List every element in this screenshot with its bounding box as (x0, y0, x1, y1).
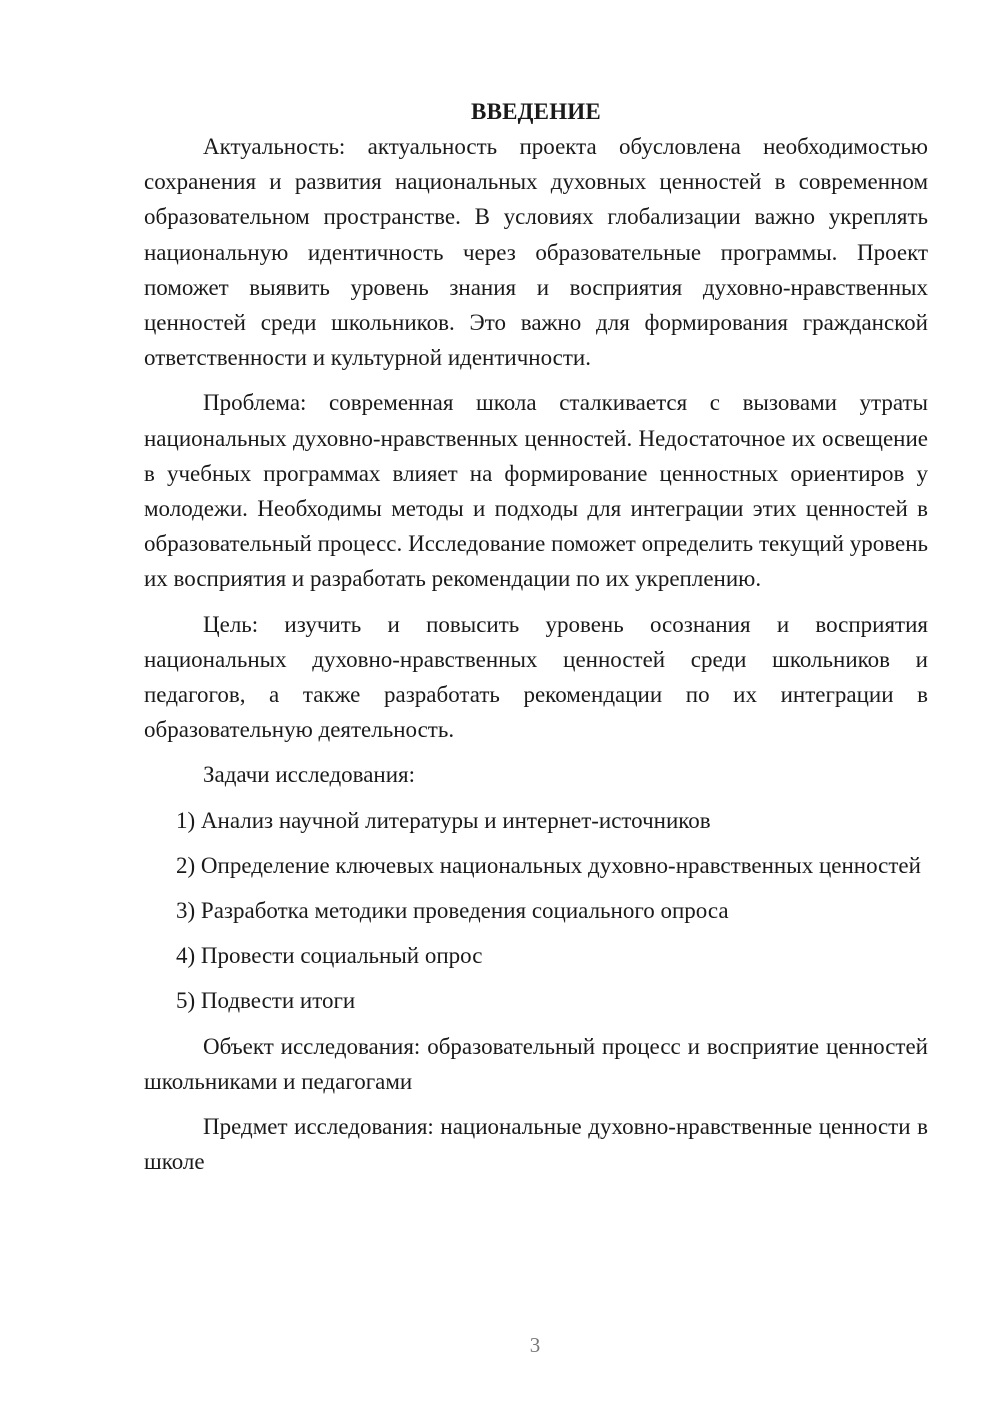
task-item: 5) Подвести итоги (176, 988, 356, 1014)
page-number: 3 (529, 1333, 541, 1357)
document-page (144, 94, 928, 1189)
tasks-heading: Задачи исследования: (203, 762, 416, 788)
section-title: ВВЕДЕНИЕ (471, 99, 601, 124)
task-item: 2) Определение ключевых национальных духовно-нравственных ценностей (176, 852, 921, 878)
paragraph-relevance: Актуальность: актуальность проекта обусловлена необходимостью сохранения и развития национальных духовных ценностей в современном образовательном пространстве. В условиях глобализации важно укреплять национальную идентичность через образовательные программы. Проект поможет выявить уровень знания и восприятия духовно-нравственных ценностей среди школьников. Это важно для формирования гражданской ответственности и культурной идентичности. (144, 134, 928, 371)
task-item: 1) Анализ научной литературы и интернет-источников (176, 807, 711, 833)
task-item: 4) Провести социальный опрос (176, 943, 483, 969)
paragraph-object: Объект исследования: образовательный процесс и восприятие ценностей школьниками и педагогами (144, 1033, 928, 1094)
paragraph-subject: Предмет исследования: национальные духовно-нравственные ценности в школе (144, 1114, 928, 1175)
paragraph-problem: Проблема: современная школа сталкивается с вызовами утраты национальных духовно-нравственных ценностей. Недостаточное их освещение в учебных программах влияет на формирование ценностных ориентиров у молодежи. Необходимы методы и подходы для интеграции этих ценностей в образовательный процесс. Исследование поможет определить текущий уровень их восприятия и разработать рекомендации по их укреплению. (144, 390, 928, 592)
task-item: 3) Разработка методики проведения социального опроса (176, 898, 729, 924)
paragraph-goal: Цель: изучить и повысить уровень осознания и восприятия национальных духовно-нравственных ценностей среди школьников и педагогов, а также разработать рекомендации по их интеграции в образовательную деятельность. (144, 611, 928, 743)
